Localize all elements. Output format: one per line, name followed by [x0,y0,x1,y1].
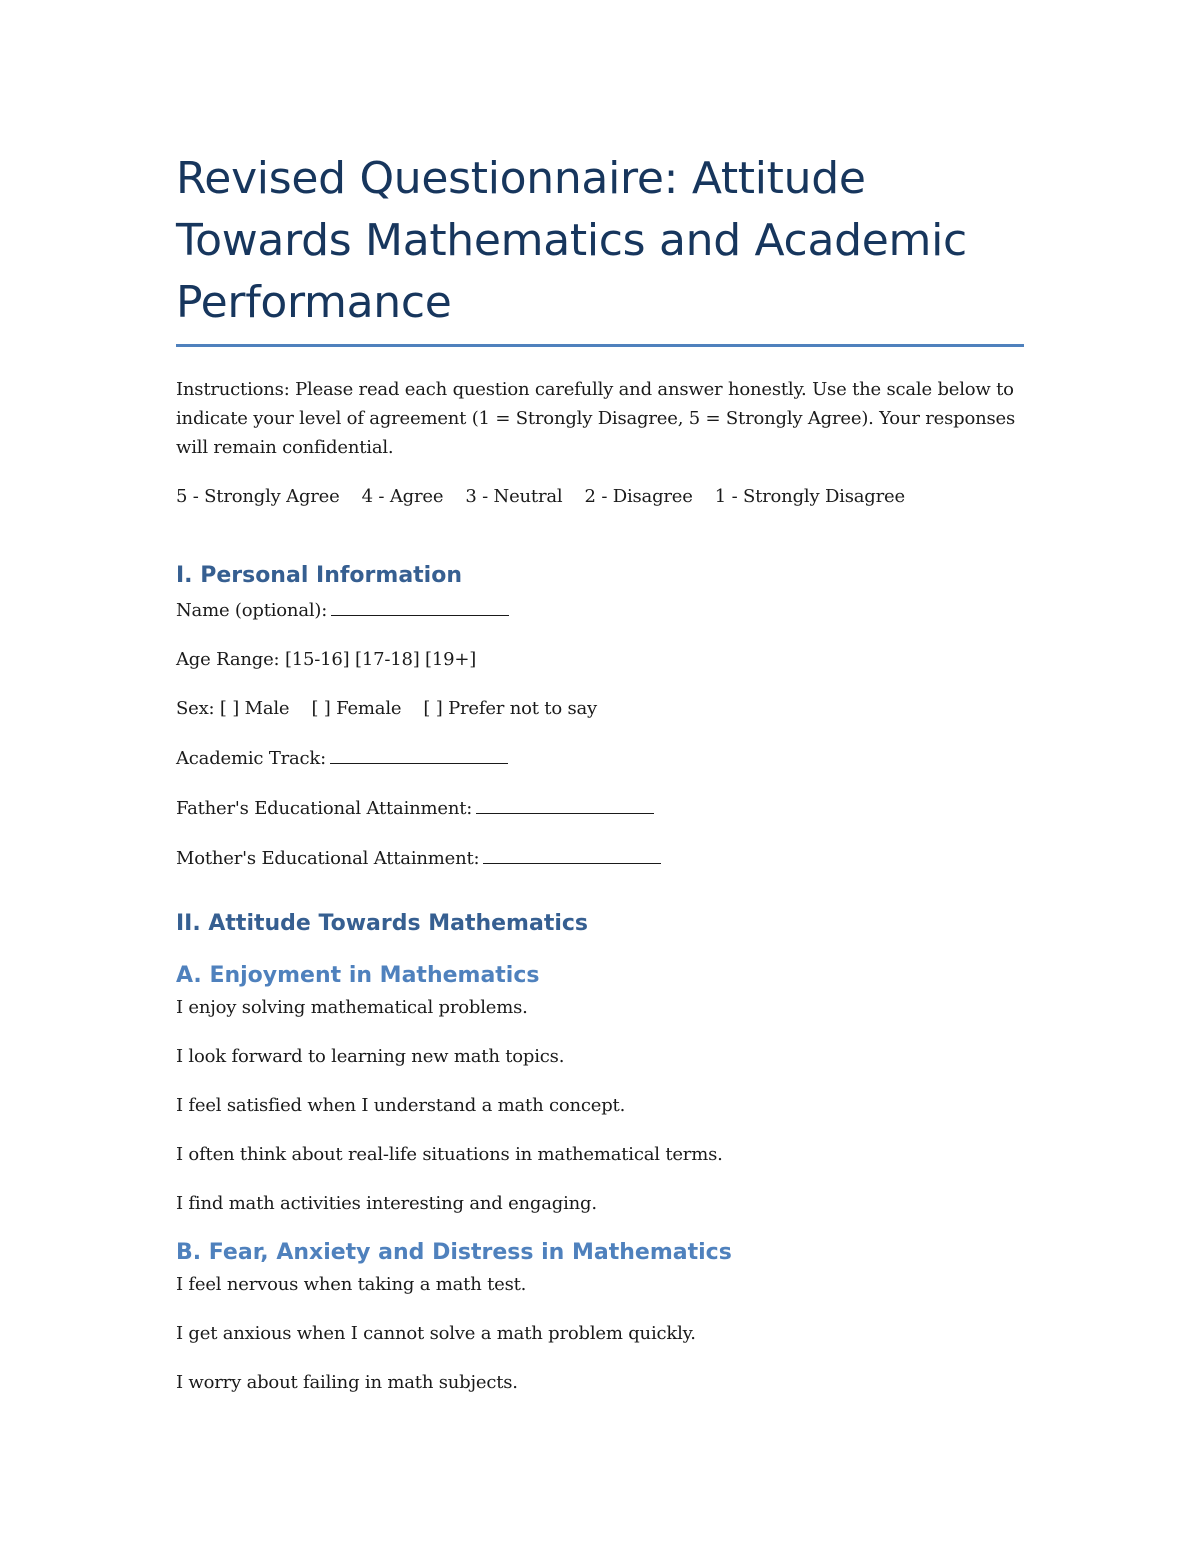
list-item: I feel satisfied when I understand a math concept. [176,1095,626,1116]
list-item: I enjoy solving mathematical problems. [176,997,528,1018]
section-personal-information-heading: I. Personal Information [176,563,462,588]
rating-scale-legend: 5 - Strongly Agree 4 - Agree 3 - Neutral 2 - Disagree 1 - Strongly Disagree [176,486,905,507]
instructions-text: Instructions: Please read each question carefully and answer honestly. Use the scale below to indicate your level of agreement (1 = Strongly Disagree, 5 = Strongly Agree). Your responses will remain confidential. [176,379,1016,458]
field-mother-education-label: Mother's Educational Attainment: [176,848,480,869]
field-father-education [176,793,1024,823]
document-page [176,148,1024,1417]
list-item: I get anxious when I cannot solve a math problem quickly. [176,1323,696,1344]
list-item: I find math activities interesting and engaging. [176,1193,597,1214]
list-item: I often think about real-life situations in mathematical terms. [176,1144,723,1165]
subsection-anxiety-heading: B. Fear, Anxiety and Distress in Mathematics [176,1240,732,1265]
field-father-education-blank[interactable] [476,793,654,814]
list-item: I worry about failing in math subjects. [176,1372,518,1393]
field-academic-track-label: Academic Track: [176,748,327,769]
field-academic-track-blank[interactable] [330,743,508,764]
field-mother-education-blank[interactable] [483,843,661,864]
title-divider [176,344,1024,347]
field-name-label: Name (optional): [176,600,328,621]
list-item: I look forward to learning new math topics. [176,1046,565,1067]
field-father-education-label: Father's Educational Attainment: [176,798,473,819]
field-academic-track [176,743,1024,773]
field-age-range[interactable]: Age Range: [15-16] [17-18] [19+] [176,649,477,670]
field-name [176,595,1024,625]
list-item: I feel nervous when taking a math test. [176,1274,527,1295]
subsection-enjoyment-heading: A. Enjoyment in Mathematics [176,963,540,988]
field-mother-education [176,843,1024,873]
section-attitude-heading: II. Attitude Towards Mathematics [176,911,589,936]
document-title: Revised Questionnaire: Attitude Towards Mathematics and Academic Performance [176,153,967,328]
field-name-blank[interactable] [331,595,509,616]
field-sex[interactable]: Sex: [ ] Male [ ] Female [ ] Prefer not to say [176,698,598,719]
